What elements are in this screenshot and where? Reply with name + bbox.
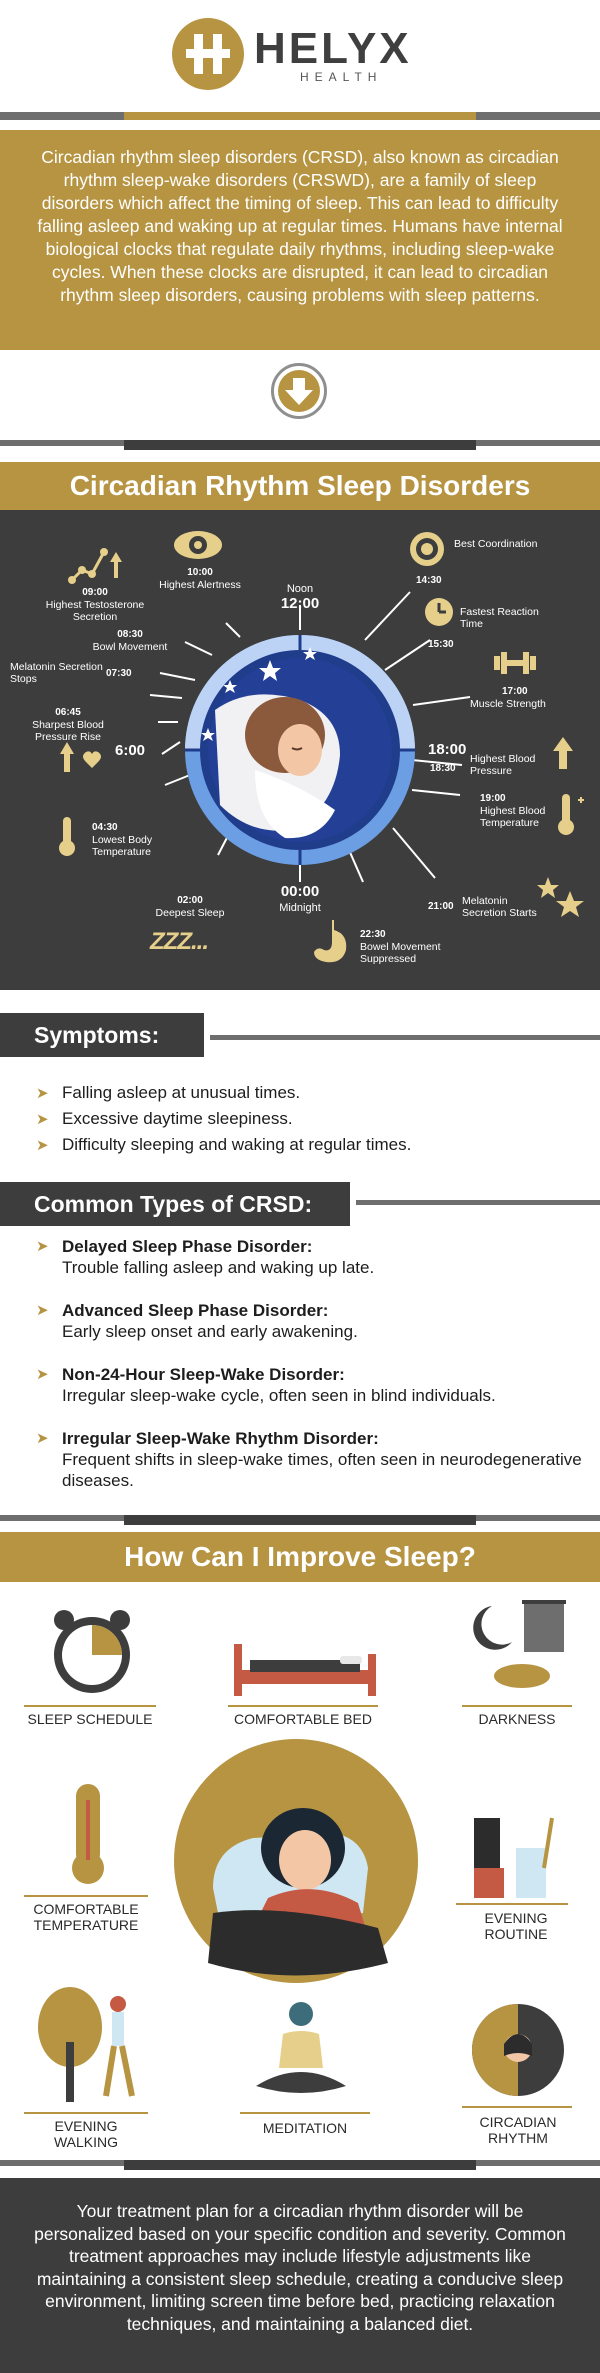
arrow-icon: ➤ bbox=[36, 1430, 49, 1447]
clock-event-time: 18:30 bbox=[430, 763, 456, 774]
zzz-icon: ZZZ... bbox=[150, 928, 208, 955]
circadian-rhythm-icon bbox=[468, 2000, 568, 2100]
arrow-icon: ➤ bbox=[36, 1085, 49, 1102]
eye-icon bbox=[172, 528, 224, 562]
clock-event: Best Coordination bbox=[454, 538, 538, 550]
intro-paragraph: Circadian rhythm sleep disorders (CRSD), also known as circadian rhythm sleep-wake disorders (CRSWD), are a family of sleep disorders which affect the timing of sleep. This can lead to difficulty falling asleep and waking up at regular times. Humans have internal biological clocks that regulate daily rhythms, including sleep-wake cycles. When these clocks are disrupted, it can lead to circadian rhythm sleep disorders, causing problems with sleep patterns. bbox=[0, 130, 600, 350]
alarm-clock-icon bbox=[42, 1600, 142, 1700]
divider bbox=[476, 112, 600, 120]
symptoms-title: Symptoms: bbox=[0, 1013, 204, 1057]
tip-label: DARKNESS bbox=[478, 1711, 556, 1727]
list-item: ➤ Irregular Sleep-Wake Rhythm Disorder: Frequent shifts in sleep-wake times, often seen in neurodegenerative diseases. bbox=[36, 1429, 582, 1490]
midnight-time: 00:00 bbox=[280, 883, 320, 900]
improve-title: How Can I Improve Sleep? bbox=[0, 1532, 600, 1582]
tip-label: EVENING WALKING bbox=[53, 2118, 119, 2150]
divider bbox=[124, 112, 476, 120]
list-item: ➤ Difficulty sleeping and waking at regular times. bbox=[36, 1134, 576, 1157]
arrow-icon: ➤ bbox=[36, 1137, 49, 1154]
divider bbox=[210, 1035, 600, 1040]
logo-mark-icon bbox=[172, 18, 244, 90]
clock-event: Melatonin Secretion Starts bbox=[462, 895, 537, 919]
heart-arrow-icon bbox=[54, 740, 102, 774]
chart-up-icon bbox=[64, 540, 124, 590]
types-title: Common Types of CRSD: bbox=[0, 1182, 350, 1226]
symptoms-list bbox=[36, 1082, 576, 1157]
brand-subtitle: HEALTH bbox=[300, 70, 383, 84]
divider bbox=[240, 2112, 370, 2114]
tip-label: EVENING ROUTINE bbox=[484, 1910, 548, 1942]
divider bbox=[24, 1895, 148, 1897]
arrow-icon: ➤ bbox=[36, 1111, 49, 1128]
clock-event: 10:00 Highest Alertness bbox=[159, 567, 241, 591]
divider bbox=[476, 440, 600, 446]
clock-event-time: 14:30 bbox=[416, 575, 442, 586]
divider bbox=[476, 1515, 600, 1521]
clock-section-title: Circadian Rhythm Sleep Disorders bbox=[0, 462, 600, 510]
thermometer-icon bbox=[56, 815, 78, 857]
clock-event: 04:30 Lowest Body Temperature bbox=[92, 822, 153, 858]
tip-label: CIRCADIAN RHYTHM bbox=[479, 2114, 557, 2146]
sleeping-woman-illustration bbox=[173, 1738, 419, 1984]
stomach-icon bbox=[312, 918, 350, 964]
noon-time: 12:00 bbox=[280, 595, 320, 612]
clock-event: 09:00 Highest Testosterone Secretion bbox=[45, 587, 145, 623]
midnight-label: Midnight bbox=[279, 902, 321, 914]
divider bbox=[462, 2106, 572, 2108]
clock-event-time: 15:30 bbox=[428, 639, 454, 650]
tip-label: COMFORTABLE TEMPERATURE bbox=[33, 1901, 139, 1933]
toiletries-icon bbox=[464, 1808, 574, 1908]
list-item: ➤ Delayed Sleep Phase Disorder: Trouble falling asleep and waking up late. bbox=[36, 1237, 375, 1277]
down-arrow-icon bbox=[271, 363, 327, 419]
clock-event: 02:00 Deepest Sleep bbox=[155, 895, 225, 919]
divider bbox=[462, 1705, 572, 1707]
clock-event: 06:45 Sharpest Blood Pressure Rise bbox=[32, 707, 104, 743]
thermometer-plus-icon bbox=[556, 792, 586, 836]
divider bbox=[0, 2160, 124, 2166]
bed-icon bbox=[230, 1640, 380, 1700]
dumbbell-icon bbox=[492, 650, 538, 676]
divider bbox=[124, 2160, 476, 2170]
stars-icon bbox=[536, 875, 586, 917]
list-item: ➤ Advanced Sleep Phase Disorder: Early sleep onset and early awakening. bbox=[36, 1301, 358, 1341]
clock-event: 08:30 Bowl Movement bbox=[92, 629, 168, 653]
divider bbox=[0, 440, 124, 446]
divider bbox=[24, 2112, 148, 2114]
clock-event-time: 07:30 bbox=[106, 668, 132, 679]
brand-name: HELYX bbox=[254, 24, 412, 73]
divider bbox=[0, 112, 124, 120]
tip-label: SLEEP SCHEDULE bbox=[27, 1711, 153, 1727]
divider bbox=[124, 1515, 476, 1525]
tip-label: COMFORTABLE BED bbox=[234, 1711, 372, 1727]
tip-label: MEDITATION bbox=[262, 2120, 348, 2136]
divider bbox=[0, 1515, 124, 1521]
clock-event: 17:00 Muscle Strength bbox=[470, 686, 546, 710]
thermometer-icon bbox=[70, 1780, 106, 1888]
target-icon bbox=[408, 530, 446, 568]
six-pm-time: 18:00 bbox=[428, 741, 467, 758]
header bbox=[0, 0, 600, 110]
divider bbox=[24, 1705, 156, 1707]
circadian-clock-panel bbox=[0, 510, 600, 990]
clock-event: Melatonin Secretion Stops bbox=[10, 661, 103, 685]
types-list bbox=[36, 1236, 592, 1491]
divider bbox=[356, 1200, 600, 1205]
arrow-icon: ➤ bbox=[36, 1302, 49, 1319]
clock-event: 19:00 Highest Blood Temperature bbox=[480, 793, 546, 829]
tree-walking-icon bbox=[30, 1982, 150, 2107]
divider bbox=[476, 2160, 600, 2166]
moon-window-icon bbox=[462, 1596, 572, 1696]
clock-event-time: 21:00 bbox=[428, 901, 454, 912]
clock-event: Highest Blood Pressure bbox=[470, 753, 536, 777]
list-item: ➤ Excessive daytime sleepiness. bbox=[36, 1108, 576, 1131]
arrow-icon: ➤ bbox=[36, 1238, 49, 1255]
divider bbox=[456, 1903, 568, 1905]
list-item: ➤ Non-24-Hour Sleep-Wake Disorder: Irregular sleep-wake cycle, often seen in blind individuals. bbox=[36, 1365, 496, 1405]
list-item: ➤ Falling asleep at unusual times. bbox=[36, 1082, 576, 1105]
up-arrow-icon bbox=[552, 735, 574, 771]
divider bbox=[124, 440, 476, 450]
divider bbox=[228, 1705, 378, 1707]
noon-label: Noon bbox=[286, 583, 314, 595]
treatment-paragraph: Your treatment plan for a circadian rhythm disorder will be personalized based on your specific condition and severity. Common treatment approaches may include lifestyle adjustments like maintaining a consistent sleep schedule, creating a conducive sleep environment, limiting screen time before bed, practicing relaxation techniques, and maintaining a balanced diet. bbox=[0, 2178, 600, 2373]
clock-event: 22:30 Bowel Movement Suppressed bbox=[360, 929, 441, 965]
meditation-icon bbox=[248, 1994, 354, 2104]
clock-event: Fastest Reaction Time bbox=[460, 606, 539, 630]
arrow-icon: ➤ bbox=[36, 1366, 49, 1383]
stopwatch-icon bbox=[422, 593, 456, 627]
six-am-time: 6:00 bbox=[115, 742, 146, 759]
